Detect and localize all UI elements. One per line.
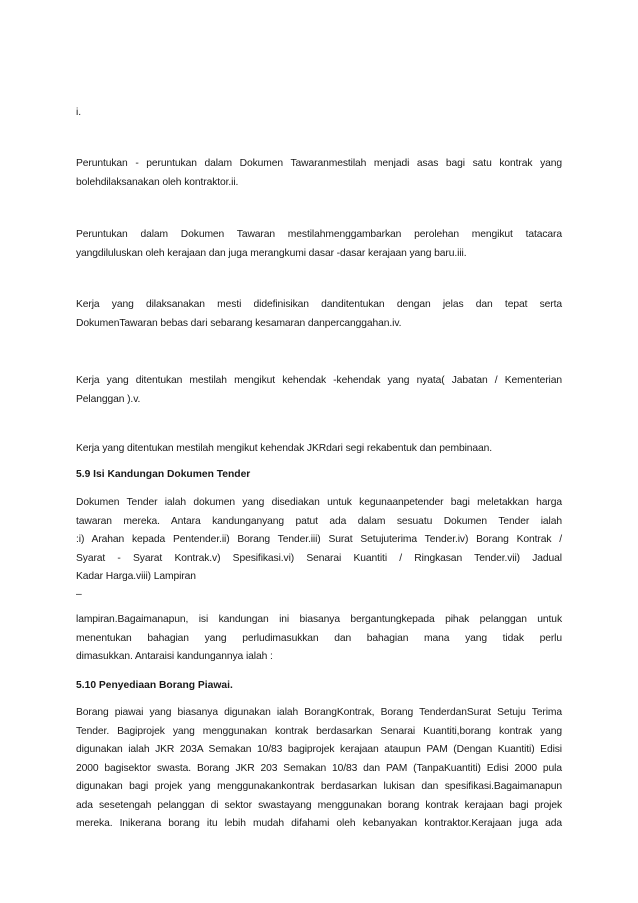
paragraph-line: Syarat - Syarat Kontrak.v) Spesifikasi.vi) Senarai Kuantiti / Ringkasan Tender.vii) Jadual [76,552,562,564]
paragraph-line: digunakan bagi projek yang menggunakankontrak berdasarkan lukisan dan spesifikasi.Bagaimanapun [76,781,562,792]
paragraph-line: Kerja yang ditentukan mestilah mengikut kehendak JKRdari segi rekabentuk dan pembinaan. [76,443,493,454]
paragraph-8 [76,704,562,834]
paragraph-line: tawaran mereka. Antara kandunganyang patut ada dalam sesuatu Dokumen Tender ialah [76,515,562,527]
paragraph-line: dimasukkan. Antaraisi kandungannya ialah : [76,651,273,662]
paragraph-line: ada sesetengah pelanggan di sektor swastayang menggunakan borang kontrak kerajaan bagi projek [76,799,562,811]
paragraph-line: Dokumen Tender ialah dokumen yang disediakan untuk kegunaanpetender bagi meletakkan harga [76,497,562,508]
paragraph-line: :i) Arahan kepada Pentender.ii) Borang Tender.iii) Surat Setujuterima Tender.iv) Borang Kontrak / [76,534,562,545]
paragraph-line: bolehdilaksanakan oleh kontraktor.ii. [76,176,239,188]
paragraph-5 [76,440,562,459]
paragraph-line: Kerja yang dilaksanakan mesti didefinisikan danditentukan dengan jelas dan tepat serta [76,299,562,310]
paragraph-line: Pelanggan ).v. [76,393,141,405]
paragraph-2 [76,226,562,263]
paragraph-line: mereka. Inikerana borang itu lebih mudah difahami oleh kebanyakan kontraktor.Kerajaan juga ada [76,818,562,829]
paragraph-line: Tender. Bagiprojek yang menggunakan kontrak berdasarkan Senarai Kuantiti,borang kontrak yang [76,725,562,737]
section-heading-5-10: 5.10 Penyediaan Borang Piawai. [76,680,233,691]
paragraph-line: 2000 bagisektor swasta. Borang JKR 203 Semakan 10/83 dan PAM (TanpaKuantiti) Edisi 2000 pula [76,762,562,774]
dash-separator: – [76,589,82,600]
section-heading-5-9: 5.9 Isi Kandungan Dokumen Tender [76,469,251,480]
paragraph-line: digunakan ialah JKR 203A Semakan 10/83 bagiprojek kerajaan ataupun PAM (Dengan Kuantiti) Edisi [76,744,562,755]
paragraph-7 [76,611,562,667]
paragraph-3 [76,296,562,333]
paragraph-line: yangdiluluskan oleh kerajaan dan juga merangkumi dasar -dasar kerajaan yang baru.iii. [76,247,467,259]
paragraph-line: menentukan bahagian yang perludimasukkan dan bahagian mana yang tidak perlu [76,632,562,644]
paragraph-6 [76,494,562,587]
paragraph-line: DokumenTawaran bebas dari sebarang kesamaran danpercanggahan.iv. [76,317,402,329]
paragraph-line: Borang piawai yang biasanya digunakan ialah BorangKontrak, Borang TenderdanSurat Setuju Terima [76,707,562,718]
paragraph-line: Peruntukan dalam Dokumen Tawaran mestilahmenggambarkan perolehan mengikut tatacara [76,229,562,240]
paragraph-line: lampiran.Bagaimanapun, isi kandungan ini biasanya bergantungkepada pihak pelanggan untuk [76,614,562,625]
paragraph-line: Peruntukan - peruntukan dalam Dokumen Tawaranmestilah menjadi asas bagi satu kontrak yang [76,158,562,169]
list-item-marker: i. [76,107,81,118]
paragraph-line: Kerja yang ditentukan mestilah mengikut kehendak -kehendak yang nyata( Jabatan / Kementerian [76,375,562,386]
paragraph-line: Kadar Harga.viii) Lampiran [76,571,196,582]
paragraph-1 [76,155,562,192]
paragraph-4 [76,372,562,409]
